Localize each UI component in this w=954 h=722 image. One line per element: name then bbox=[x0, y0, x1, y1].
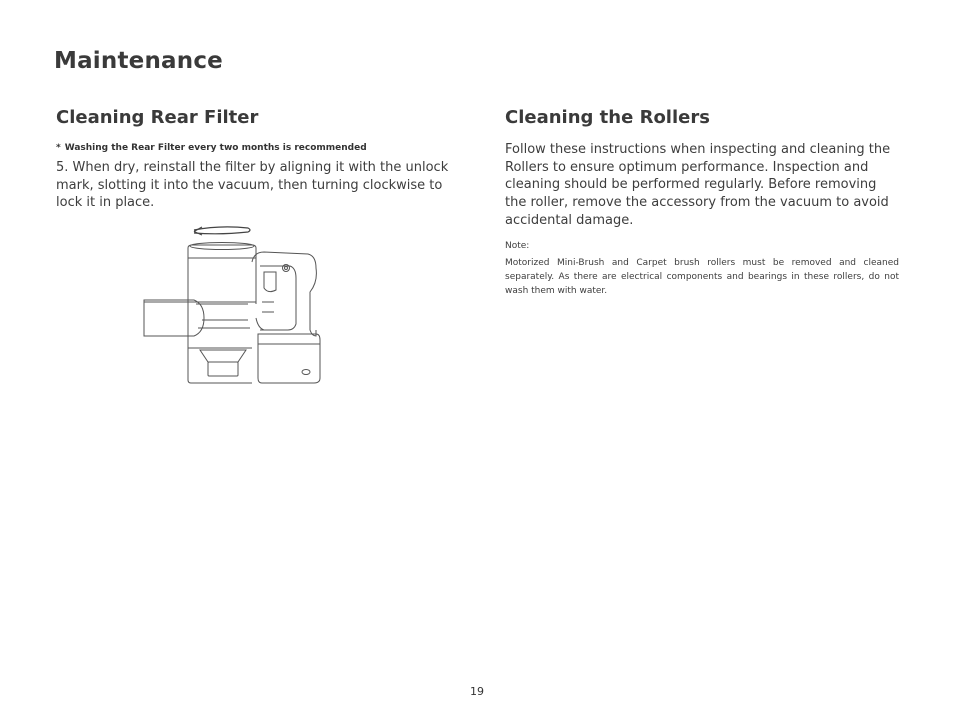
rollers-intro: Follow these instructions when inspecting and cleaning the Rollers to ensure optimum performance. Inspection and cleaning should be performed regularly. Before removing the roller, remove the accessory from the vacuum to avoid accidental damage. bbox=[505, 142, 891, 228]
note-text: Motorized Mini-Brush and Carpet brush rollers must be removed and cleaned separately. As there are electrical components and bearings in these rollers, do not wash them with water. bbox=[505, 257, 899, 296]
rollers-section bbox=[505, 105, 899, 298]
vacuum-illustration bbox=[140, 222, 326, 386]
filter-cap bbox=[190, 243, 254, 250]
tip-marker: * bbox=[56, 143, 61, 153]
rear-filter-tip bbox=[56, 141, 456, 155]
handle bbox=[252, 252, 316, 336]
rear-filter-step: 5. When dry, reinstall the filter by aligning it with the unlock mark, slotting it into the vacuum, then turning clockwise to lock it in place. bbox=[56, 160, 449, 211]
dust-bin bbox=[188, 245, 256, 383]
rollers-heading: Cleaning the Rollers bbox=[505, 107, 710, 128]
page-title: Maintenance bbox=[54, 48, 223, 74]
battery-pack bbox=[258, 334, 320, 383]
rear-filter-heading: Cleaning Rear Filter bbox=[56, 107, 259, 128]
inlet-tube bbox=[144, 300, 204, 336]
page-number: 19 bbox=[470, 685, 484, 698]
tip-text: Washing the Rear Filter every two months is recommended bbox=[64, 143, 367, 153]
rotation-arrow-icon bbox=[194, 227, 250, 235]
note-label: Note: bbox=[505, 240, 530, 251]
rear-filter-section bbox=[56, 105, 456, 212]
